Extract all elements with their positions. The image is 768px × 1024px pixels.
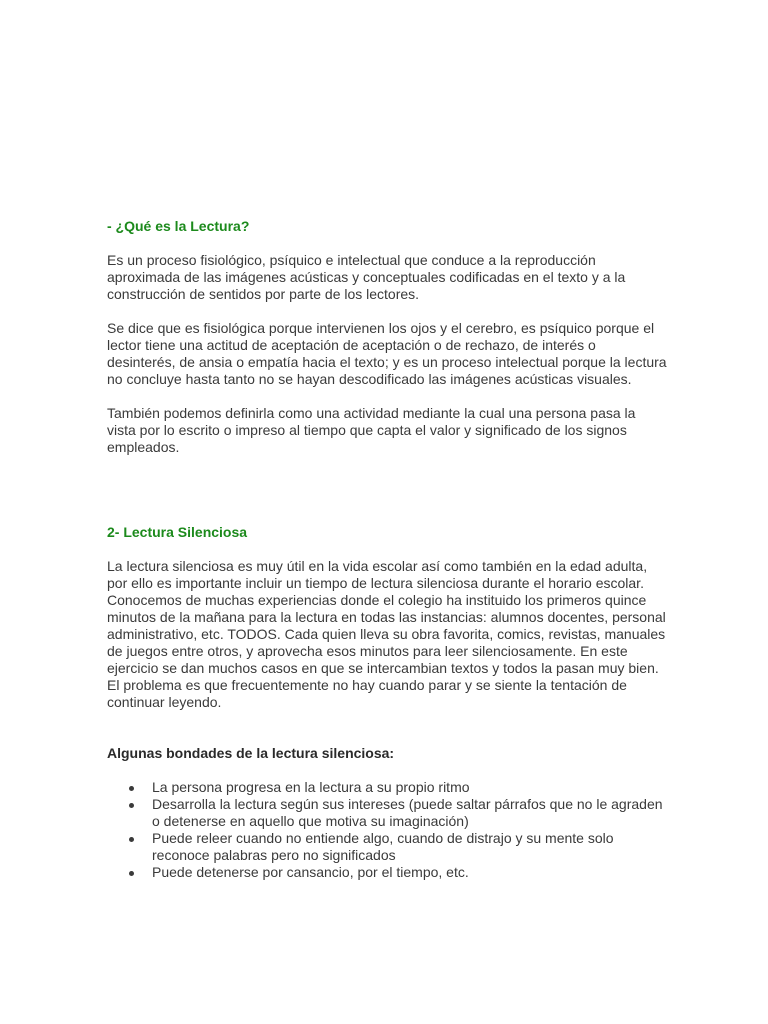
subheading-bondades: Algunas bondades de la lectura silenciosa:: [107, 745, 395, 761]
bondades-list: [107, 779, 667, 881]
bullet-icon: [129, 803, 134, 808]
paragraph-tambien: También podemos definirla como una actividad mediante la cual una persona pasa la vista por lo escrito o impreso al tiempo que capta el valor y significado de los signos empleados.: [107, 405, 636, 455]
list-item: [107, 796, 667, 830]
paragraph-lectura-silenciosa: La lectura silenciosa es muy útil en la vida escolar así como también en la edad adulta, por ello es importante incluir un tiempo de lectura silenciosa durante el horario escolar. Conocemos de muchas experiencias donde el colegio ha instituido los primeros quince minutos de la mañana para la lectura en todas las instancias: alumnos docentes, personal administrativo, etc. TODOS. Cada quien lleva su obra favorita, comics, revistas, manuales de juegos entre otros, y aprovecha esos minutos para leer silenciosamente. En este ejercicio se dan muchos casos en que se intercambian textos y todos la pasan muy bien. El problema es que frecuentemente no hay cuando parar y se siente la tentación de continuar leyendo.: [107, 558, 666, 710]
list-item-text: Puede releer cuando no entiende algo, cuando de distrajo y su mente solo reconoce palabras pero no significados: [152, 830, 614, 863]
bullet-icon: [129, 837, 134, 842]
section-heading-que-es-lectura: - ¿Qué es la Lectura?: [107, 218, 250, 234]
list-item-text: Desarrolla la lectura según sus intereses (puede saltar párrafos que no le agraden o detenerse en aquello que motiva su imaginación): [152, 796, 663, 829]
document-page: [107, 218, 667, 881]
bullet-icon: [129, 871, 134, 876]
paragraph-definicion: Es un proceso fisiológico, psíquico e intelectual que conduce a la reproducción aproximada de las imágenes acústicas y conceptuales codificadas en el texto y a la construcción de sentidos por parte de los lectores.: [107, 252, 626, 302]
list-item-text: La persona progresa en la lectura a su propio ritmo: [152, 779, 470, 795]
bullet-icon: [129, 786, 134, 791]
section-heading-lectura-silenciosa: 2- Lectura Silenciosa: [107, 524, 248, 540]
paragraph-fisiologica: Se dice que es fisiológica porque intervienen los ojos y el cerebro, es psíquico porque el lector tiene una actitud de aceptación de aceptación o de rechazo, de interés o desinterés, de ansia o empatía hacia el texto; y es un proceso intelectual porque la lectura no concluye hasta tanto no se hayan descodificado las imágenes acústicas visuales.: [107, 320, 667, 387]
list-item: [107, 830, 667, 864]
list-item-text: Puede detenerse por cansancio, por el tiempo, etc.: [152, 864, 469, 880]
list-item: [107, 864, 667, 881]
list-item: [107, 779, 667, 796]
